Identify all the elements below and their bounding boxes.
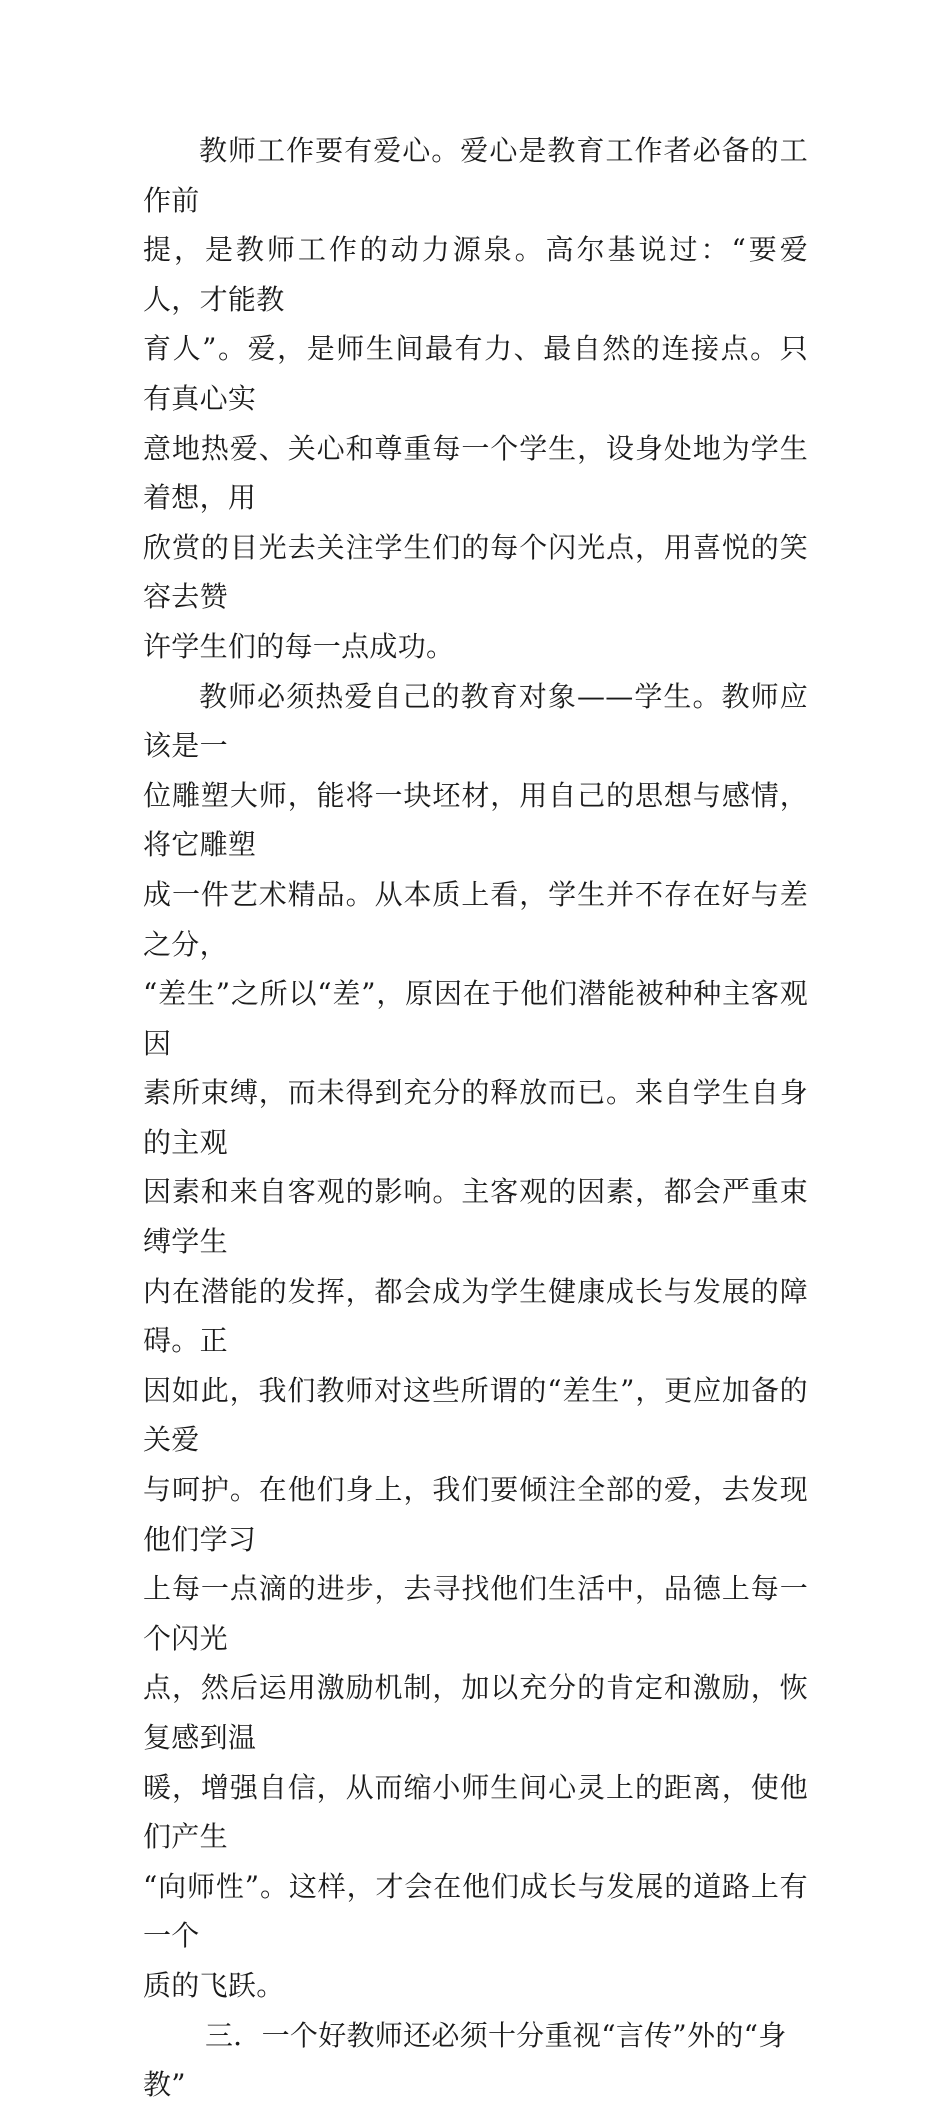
paragraph-line: 因如此，我们教师对这些所谓的“差生”，更应加备的关爱 [143, 1373, 808, 1457]
paragraph-line: 质的飞跃。 [143, 1968, 285, 2002]
paragraph-line: “向师性”。这样，才会在他们成长与发展的道路上有一个 [143, 1869, 808, 1953]
document-body [143, 126, 808, 2110]
paragraph-line: 内在潜能的发挥，都会成为学生健康成长与发展的障碍。正 [143, 1274, 808, 1358]
section-heading [143, 2011, 808, 2110]
paragraph-line: 与呵护。在他们身上，我们要倾注全部的爱，去发现他们学习 [143, 1473, 808, 1556]
paragraph-line: 提，是教师工作的动力源泉。高尔基说过：“要爱人，才能教 [143, 233, 808, 316]
paragraph-line: 育人”。爱，是师生间最有力、最自然的连接点。只有真心实 [143, 332, 808, 415]
paragraph-line: 暖，增强自信，从而缩小师生间心灵上的距离，使他们产生 [143, 1770, 808, 1854]
paragraph-line: 位雕塑大师，能将一块坯材，用自己的思想与感情，将它雕塑 [143, 778, 808, 862]
paragraph-line: 成一件艺术精品。从本质上看，学生并不存在好与差之分， [143, 877, 808, 961]
paragraph-line: 上每一点滴的进步，去寻找他们生活中，品德上每一个闪光 [143, 1572, 808, 1655]
paragraph-line: 许学生们的每一点成功。 [143, 629, 455, 663]
paragraph-line: 教师工作要有爱心。爱心是教育工作者必备的工作前 [143, 134, 808, 217]
paragraph-love [143, 126, 808, 672]
paragraph-line: “差生”之所以“差”，原因在于他们潜能被种种主客观因 [143, 977, 808, 1060]
heading-line: 教” [143, 2068, 186, 2102]
paragraph-line: 素所束缚，而未得到充分的释放而已。来自学生自身的主观 [143, 1076, 808, 1159]
paragraph-line: 欣赏的目光去关注学生们的每个闪光点，用喜悦的笑容去赞 [143, 530, 808, 614]
paragraph-line: 因素和来自客观的影响。主客观的因素，都会严重束缚学生 [143, 1175, 808, 1259]
heading-line: 三．一个好教师还必须十分重视“言传”外的“身 [205, 2018, 787, 2052]
paragraph-line: 点，然后运用激励机制，加以充分的肯定和激励，恢复感到温 [143, 1671, 808, 1754]
paragraph-line: 教师必须热爱自己的教育对象——学生。教师应该是一 [143, 679, 808, 763]
paragraph-students [143, 672, 808, 2011]
paragraph-line: 意地热爱、关心和尊重每一个学生，设身处地为学生着想，用 [143, 431, 808, 515]
